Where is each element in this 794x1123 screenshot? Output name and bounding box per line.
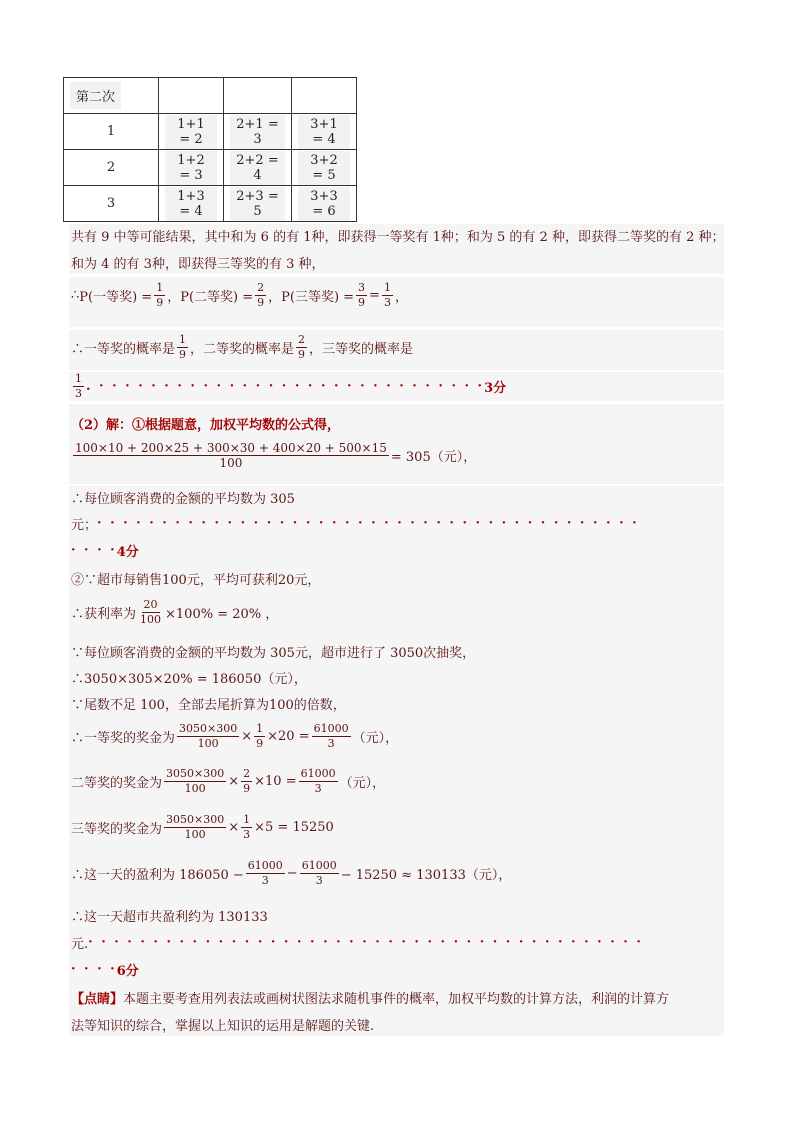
part-2-line-1 — [71, 569, 320, 588]
result-line-1: 共有 9 中等可能结果，其中和为 6 的有 1种，即获得一等奖有 1种；和为 5 的有 2 种，即获得二等奖的有 2 种； — [71, 230, 725, 245]
weighted-average-line — [71, 441, 476, 470]
fraction: $\frac{3}{9}$ — [358, 281, 366, 309]
row-label: 2 — [64, 150, 159, 186]
prize-pool-line: ∴3050×305×20% = 186050（元）， — [71, 672, 307, 687]
table-cell: 3+1 = 4 — [298, 115, 350, 149]
total-dots-line — [71, 933, 643, 952]
yuan-label: 元； — [71, 518, 98, 533]
dot-leader: · · · · — [71, 962, 117, 977]
profit-rate-line — [71, 598, 278, 627]
profit-label: ∴这一天的盈利为 186050 − — [71, 868, 244, 883]
score-line-2 — [71, 541, 139, 560]
second-prize-line — [71, 767, 385, 796]
first-prize-label: ∴一等奖的奖金为 — [71, 731, 176, 746]
fraction: $\frac{100\times 10 + 200\times 25 + 300\times 30 + 400\times 20 + 500\times 15}{100}$ — [75, 441, 387, 470]
dot-leader: · · · · · · · · · · · · · · · · · · · · · · · · · · · · · · · · · · · · · · · · · · · — [88, 935, 643, 950]
table-cell: 3+2 = 5 — [298, 151, 350, 185]
table-row — [64, 114, 357, 150]
comment-tag: 【点睛】 — [71, 992, 124, 1007]
row-label: 1 — [64, 114, 159, 150]
probability-line — [71, 281, 408, 310]
fraction: $\frac{61000}{3}$ — [313, 722, 349, 750]
fraction: $\frac{3050\times 300}{100}$ — [166, 813, 225, 841]
result-line-2: 和为 4 的有 3种，即获得三等奖的有 3 种， — [71, 257, 325, 272]
dot-leader: · · · · · · · · · · · · · · · · · · · · · · · · · · · · · · · · · · · · · · · · · · — [97, 516, 639, 531]
dot-leader: · · · · — [71, 543, 117, 558]
part-2-text: ②∵超市每销售100元，平均可获利20元， — [71, 573, 321, 588]
fraction: $\frac{3050\times 300}{100}$ — [166, 767, 225, 795]
profit-rate-label: ∴获利率为 — [71, 607, 137, 622]
comment-line-1 — [71, 988, 669, 1007]
yuan-label: 元. — [71, 937, 89, 952]
fraction: $\frac{1}{3}$ — [75, 372, 82, 400]
sum-table — [63, 77, 357, 222]
profit-rate-value: ×100% = 20% ， — [165, 607, 279, 622]
table-cell: 1+2 = 3 — [165, 151, 217, 185]
average-dots-line — [71, 514, 639, 533]
p2-label: ，P(二等奖) = — [167, 290, 254, 305]
comment-text: 本题主要考查用列表法或画树状图法求随机事件的概率，加权平均数的计算方法，利润的计算方 — [123, 992, 670, 1007]
table-header-row — [64, 78, 357, 114]
fraction: $\frac{1}{9}$ — [156, 281, 164, 309]
table-cell: 1+1 = 2 — [165, 115, 217, 149]
score-mark: 6分 — [116, 964, 139, 979]
conclusion-text-a: ∴一等奖的概率是 — [71, 342, 176, 357]
third-prize-result: ×5 = 15250 — [254, 820, 334, 835]
row-label: 3 — [64, 186, 159, 222]
equals: = — [369, 288, 380, 303]
times: × — [241, 729, 253, 744]
p1-label: P(一等奖) = — [79, 290, 153, 305]
second-prize-unit: （元）， — [339, 776, 386, 791]
times: × — [228, 820, 240, 835]
fraction: $\frac{3050\times 300}{100}$ — [179, 722, 238, 750]
total-profit-line: ∴这一天超市共盈利约为 130133 — [71, 910, 268, 925]
table-row — [64, 150, 357, 186]
first-prize-line — [71, 722, 398, 751]
fraction: $\frac{1}{9}$ — [256, 722, 264, 750]
section-2-text: （2）解：①根据题意，加权平均数的公式得， — [71, 418, 341, 433]
therefore-symbol: ∴ — [71, 288, 80, 303]
fraction: $\frac{20}{100}$ — [140, 598, 162, 626]
score-line-3 — [71, 960, 139, 979]
table-cell: 2+3 = 5 — [230, 187, 285, 221]
dot-leader: . · · · · · · · · · · · · · · · · · · · · · · · · · · · · · · — [86, 379, 485, 394]
conclusion-line — [71, 333, 413, 362]
times: × — [228, 774, 240, 789]
shade-block-7 — [69, 566, 724, 1036]
comment-line-2: 法等知识的综合，掌握以上知识的运用是解题的关键. — [71, 1019, 375, 1034]
fraction: $\frac{1}{9}$ — [179, 333, 187, 361]
comma: ， — [394, 290, 408, 305]
table-cell: 3+3 = 6 — [298, 187, 350, 221]
section-2-heading — [71, 414, 340, 433]
lottery-line: ∵每位顾客消费的金额的平均数为 305元，超市进行了 3050次抽奖， — [71, 646, 476, 661]
weighted-average-result: = 305（元）， — [390, 450, 477, 465]
fraction: $\frac{2}{9}$ — [298, 333, 306, 361]
score-mark: 4分 — [116, 545, 139, 560]
table-header-label: 第二次 — [70, 82, 121, 109]
minus: − — [286, 866, 298, 881]
second-prize-label: 二等奖的奖金为 — [71, 776, 163, 791]
first-prize-mid: ×20 = — [267, 729, 310, 744]
first-prize-unit: （元）， — [352, 731, 399, 746]
fraction: $\frac{1}{3}$ — [243, 813, 251, 841]
table-cell: 2+2 = 4 — [230, 151, 285, 185]
third-prize-line — [71, 813, 334, 842]
score-mark: 3分 — [484, 381, 507, 396]
fraction: $\frac{2}{9}$ — [243, 767, 251, 795]
average-line: ∴每位顾客消费的金额的平均数为 305 — [71, 492, 295, 507]
conclusion-text-c: ，三等奖的概率是 — [309, 342, 414, 357]
p3-label: ，P(三等奖) = — [268, 290, 355, 305]
fraction: $\frac{1}{3}$ — [383, 281, 391, 309]
score-line-1 — [71, 372, 506, 401]
fraction: $\frac{61000}{3}$ — [247, 859, 283, 887]
daily-profit-line — [71, 859, 511, 888]
fraction: $\frac{2}{9}$ — [257, 281, 265, 309]
fraction: $\frac{61000}{3}$ — [300, 767, 336, 795]
table-row — [64, 186, 357, 222]
profit-result: − 15250 ≈ 130133（元）， — [340, 868, 512, 883]
table-cell: 2+1 = 3 — [230, 115, 285, 149]
table-cell: 1+3 = 4 — [165, 187, 217, 221]
third-prize-label: 三等奖的奖金为 — [71, 822, 163, 837]
second-prize-mid: ×10 = — [254, 774, 297, 789]
rounding-line: ∵尾数不足 100，全部去尾折算为100的倍数， — [71, 698, 346, 713]
conclusion-text-b: ，二等奖的概率是 — [190, 342, 295, 357]
fraction: $\frac{61000}{3}$ — [301, 859, 337, 887]
